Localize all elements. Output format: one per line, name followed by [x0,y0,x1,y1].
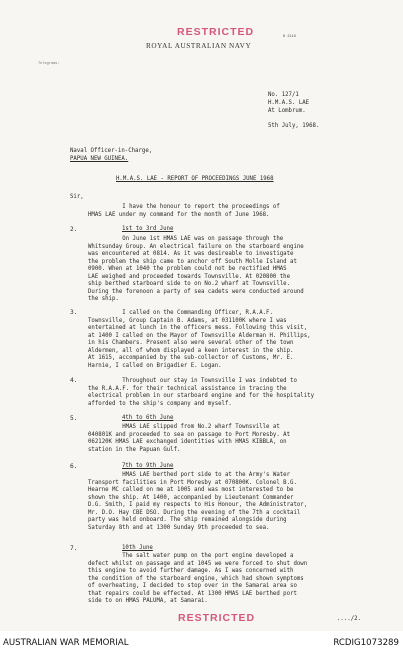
section-number: 3. [70,309,78,316]
navy-letterhead: ROYAL AUSTRALIAN NAVY [146,42,252,50]
restricted-stamp-bottom: RESTRICTED [178,612,256,624]
addressee-line-1: Naval Officer-in-Charge, [70,148,153,154]
archive-name: AUSTRALIAN WAR MEMORIAL [3,638,129,648]
section-heading: 10th June [122,545,153,551]
intro-paragraph: I have the honour to report the proceedings of HMAS LAE under my command for the month of June 1968. [88,204,280,218]
section-body: HMAS LAE slipped from No.2 wharf Townsville at 040801K and proceeded to sea on passage to Port Moresby. At 062120K HMAS LAE exchanged identities with HMAS KIBBLA, on station in the Papuan Gulf. [88,424,291,453]
section-heading: 4th to 6th June [122,415,174,421]
section-body: I called on the Commanding Officer, R.A.A.F. Townsville, Group Captain B. Adams, at 031100K where I was entertained at lunch in the officers mess. Following this visit, at 1400 I called on the Mayor of Townsville Alderman H. Phillips, in his Chambers. Present also were several other of the town Aldermen, all of whom displayed a keen interest in the ship. At 1615, accompanied by the sub-collector of Customs, Mr. E. Harnie, I called on Brigadier E. Logan. [88,310,311,369]
restricted-stamp-top: RESTRICTED [177,26,255,38]
section-body: Throughout our stay in Townsville I was indebted to the R.A.A.F. for their technical assistance in tracing the electrical problem in our starboard engine and for the hospitality afforded to the ship's company and myself. [88,378,314,407]
section-number: 7. [70,545,78,552]
page-continuation-marker: ..../2. [337,616,361,622]
salutation: Sir, [70,194,84,200]
report-date: 5th July, 1968. [268,123,320,129]
archive-record-id: RCDIG1073289 [333,638,399,648]
location: At Lombrum. [268,107,306,114]
section-body: HMAS LAE berthed port side to at the Army's Water Transport facilities in Port Moresby at 070800K. Colonel B.G. Hearne MC called on me at 1005 and was most interested to be shown the ship. At 1400, accompanied by Lieutenant Commander D.G. Smith, I paid my respects to His Honour, the Administrator, Mr. D.O. Hay CBE DSO. During the evening of the 7th a cocktail party was held onboard. The ship remained alongside during Saturday 8th and at 1300 Sunday 9th proceeded to sea. [88,472,308,531]
section-number: 2. [70,226,78,233]
ship-name: H.M.A.S. LAE [268,100,310,106]
section-number: 4. [70,377,78,384]
section-body: The salt water pump on the port engine developed a defect whilst on passage and at 1045 we were forced to shut down this engine to avoid further damage. As I was concerned with the condition of the starboard engine, which had shown symptoms of overheating, I decided to stop over in the Samarai area so that repairs could be effected. At 1300 HMAS LAE berthed port side to on HMAS PALUMA, at Samarai. [88,553,308,605]
section-body: On June 1st HMAS LAE was on passage through the Whitsunday Group. An electrical failure on the starboard engine was encountered at 0814. As it was desireable to investigate the problem the ship came to anchor off South Molle Island at 0900. When at 1040 the problem could not be rectified HMAS LAE weighed and proceeded towards Townsville. At 020800 the ship berthed starboard side to on No.2 wharf at Townsville. During the forenoon a party of sea cadets were conducted around the ship. [88,236,304,303]
file-number: No. 127/1 [268,92,299,98]
section-number: 6. [70,463,78,470]
section-number: 5. [70,415,78,422]
file-ref: N 2119 [283,35,296,39]
report-subject: H.M.A.S. LAE - REPORT OF PROCEEDINGS JUNE 1968 [116,176,274,182]
section-heading: 7th to 9th June [122,463,174,469]
telegrams-label: Telegrams: [38,62,60,66]
addressee-line-2: PAPUA NEW GUINEA. [70,156,129,162]
section-heading: 1st to 3rd June [122,226,174,232]
archive-caption-bar [0,631,403,654]
